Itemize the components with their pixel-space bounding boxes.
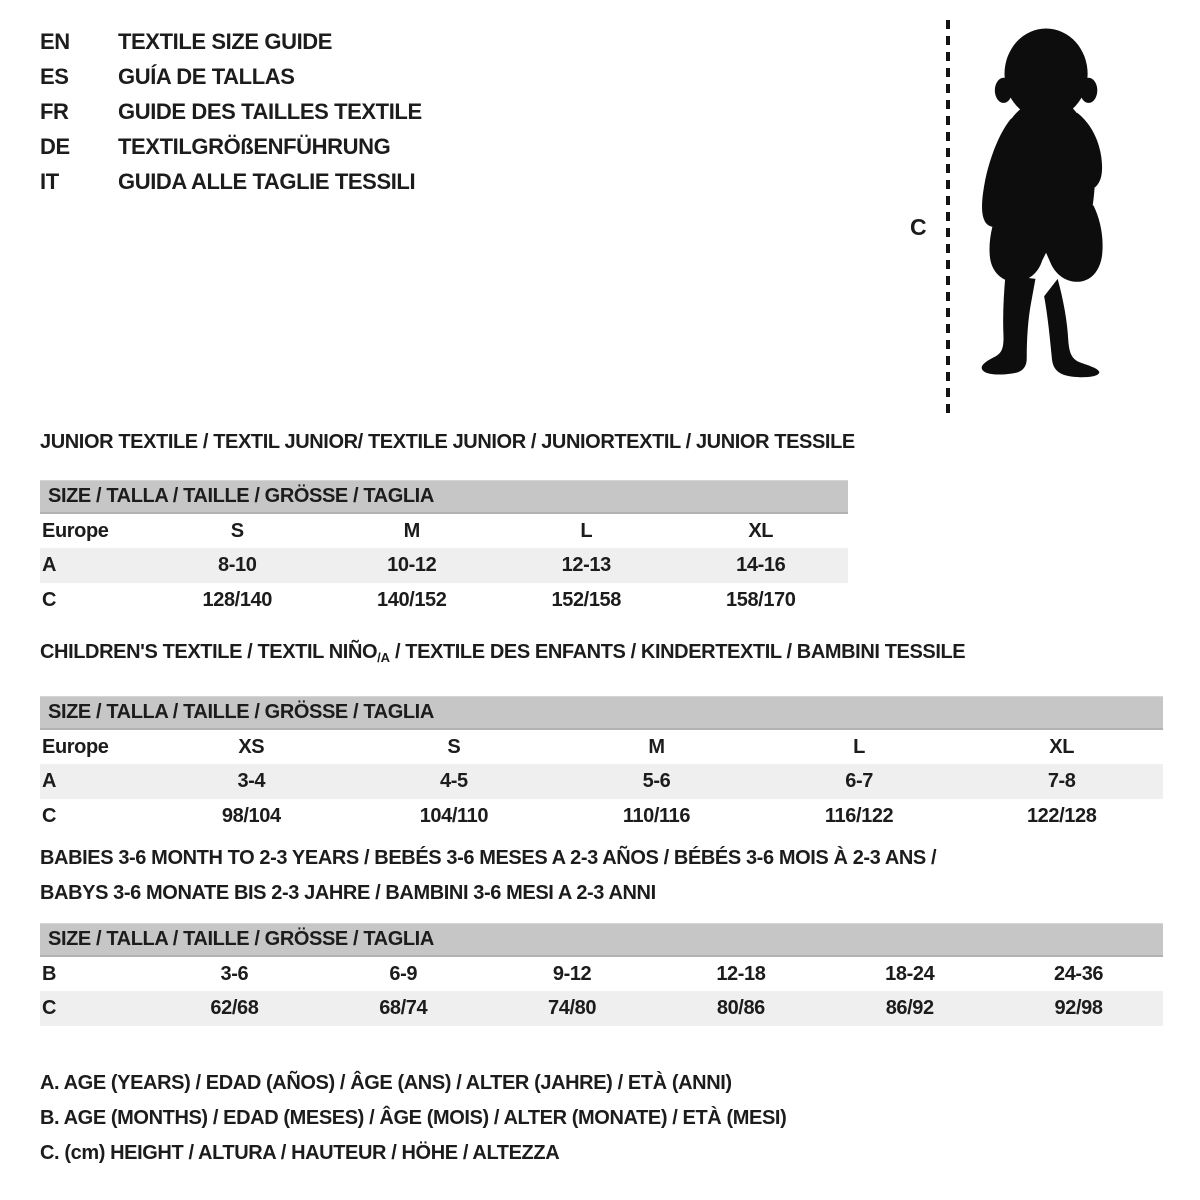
- table-cell: S: [230, 519, 244, 542]
- table-cell: 92/98: [1054, 997, 1103, 1019]
- table-cell: 110/116: [622, 805, 691, 827]
- table-cell: L: [580, 519, 593, 542]
- language-code: EN: [40, 29, 70, 54]
- size-table-header: SIZE / TALLA / TAILLE / GRÖSSE / TAGLIA: [40, 697, 1163, 730]
- table-cell: 18-24: [885, 962, 935, 985]
- children-section-heading: [40, 640, 1163, 670]
- babies-heading-line1: BABIES 3-6 MONTH TO 2-3 YEARS / BEBÉS 3-6 MESES A 2-3 AÑOS / BÉBÉS 3-6 MOIS À 2-3 ANS /: [40, 847, 937, 869]
- language-code: ES: [40, 64, 69, 89]
- junior-section-heading: JUNIOR TEXTILE / TEXTIL JUNIOR/ TEXTILE JUNIOR / JUNIORTEXTIL / JUNIOR TESSILE: [40, 431, 855, 453]
- table-cell: XS: [238, 735, 265, 758]
- table-cell: M: [403, 519, 420, 542]
- table-cell: 128/140: [202, 589, 272, 611]
- table-cell: 116/122: [824, 805, 894, 827]
- children-heading-text: / TEXTILE DES ENFANTS / KINDERTEXTIL / BAMBINI TESSILE: [389, 641, 966, 663]
- children-heading-sub: /A: [377, 650, 390, 665]
- junior-section: [40, 430, 855, 618]
- table-cell: 14-16: [736, 554, 786, 576]
- table-cell: 6-7: [845, 770, 873, 792]
- table-cell: 122/128: [1026, 805, 1097, 827]
- table-row: [40, 729, 1163, 764]
- table-cell: 7-8: [1047, 770, 1076, 792]
- table-cell: 74/80: [548, 997, 597, 1019]
- table-cell: 98/104: [221, 805, 281, 827]
- title-language-list: [40, 24, 422, 199]
- table-cell: 3-4: [237, 770, 266, 792]
- size-table-header-row: [40, 924, 1163, 957]
- title-row-it: [40, 164, 422, 199]
- table-cell: 62/68: [210, 997, 259, 1019]
- table-cell: 12-18: [716, 962, 766, 985]
- table-cell: 5-6: [642, 770, 671, 792]
- row-label: A: [42, 554, 57, 576]
- table-row: [40, 991, 1163, 1026]
- table-cell: 104/110: [419, 805, 489, 827]
- page-title-es: GUÍA DE TALLAS: [118, 64, 295, 89]
- size-table-header-row: [40, 481, 848, 514]
- legend-line-c: C. (cm) HEIGHT / ALTURA / HAUTEUR / HÖHE / ALTEZZA: [40, 1142, 560, 1164]
- table-row: [40, 799, 1163, 834]
- legend-line-a: A. AGE (YEARS) / EDAD (AÑOS) / ÂGE (ANS) / ALTER (JAHRE) / ETÀ (ANNI): [40, 1072, 732, 1094]
- children-section: [40, 640, 1163, 834]
- height-measure-dashed-line: [946, 20, 950, 418]
- table-row: [40, 548, 848, 583]
- children-heading-text: CHILDREN'S TEXTILE / TEXTIL NIÑO: [40, 641, 378, 663]
- children-size-table: [40, 696, 1163, 834]
- row-label: C: [42, 997, 57, 1019]
- junior-size-table: [40, 480, 848, 618]
- table-row: [40, 956, 1163, 991]
- measure-label-c: C: [910, 214, 927, 240]
- table-row: [40, 513, 848, 548]
- row-label: C: [42, 589, 57, 611]
- table-cell: L: [853, 735, 865, 758]
- table-cell: 158/170: [726, 589, 796, 611]
- language-code: IT: [40, 169, 59, 194]
- table-cell: 6-9: [389, 962, 418, 985]
- size-table-header: SIZE / TALLA / TAILLE / GRÖSSE / TAGLIA: [40, 924, 1163, 957]
- size-table-header-row: [40, 697, 1163, 730]
- legend-line-b: B. AGE (MONTHS) / EDAD (MESES) / ÂGE (MOIS) / ALTER (MONATE) / ETÀ (MESI): [40, 1107, 787, 1129]
- title-row-de: [40, 129, 422, 164]
- table-cell: 9-12: [552, 962, 592, 985]
- table-cell: 10-12: [387, 554, 437, 576]
- measurement-legend: [40, 1066, 786, 1171]
- table-cell: XL: [1049, 735, 1075, 758]
- table-cell: 8-10: [218, 554, 257, 576]
- row-label: Europe: [42, 519, 109, 542]
- size-table-header: SIZE / TALLA / TAILLE / GRÖSSE / TAGLIA: [40, 481, 848, 514]
- page-title-fr: GUIDE DES TAILLES TEXTILE: [118, 99, 422, 124]
- table-cell: 4-5: [440, 770, 468, 792]
- table-cell: 24-36: [1053, 962, 1104, 985]
- title-row-fr: [40, 94, 422, 129]
- babies-section: [40, 841, 1163, 1026]
- language-code: DE: [40, 134, 70, 159]
- table-cell: 86/92: [885, 997, 934, 1019]
- table-cell: M: [648, 735, 665, 758]
- row-label: Europe: [42, 735, 109, 758]
- page-title-it: GUIDA ALLE TAGLIE TESSILI: [118, 169, 416, 194]
- table-cell: 3-6: [220, 962, 249, 985]
- babies-size-table: [40, 923, 1163, 1026]
- table-cell: 80/86: [716, 997, 765, 1019]
- table-row: [40, 583, 848, 618]
- row-label: B: [42, 962, 57, 985]
- table-cell: 68/74: [379, 997, 428, 1019]
- row-label: C: [42, 805, 57, 827]
- table-row: [40, 764, 1163, 799]
- language-code: FR: [40, 99, 69, 124]
- title-row-es: [40, 59, 422, 94]
- toddler-silhouette-icon: [958, 14, 1138, 420]
- page-title-de: TEXTILGRÖßENFÜHRUNG: [118, 134, 391, 159]
- table-cell: 140/152: [377, 589, 447, 611]
- babies-section-heading: [40, 841, 1163, 911]
- table-cell: 152/158: [551, 589, 621, 611]
- row-label: A: [42, 770, 57, 792]
- babies-heading-line2: BABYS 3-6 MONATE BIS 2-3 JAHRE / BAMBINI 3-6 MESI A 2-3 ANNI: [40, 882, 656, 904]
- page-title: TEXTILE SIZE GUIDE: [118, 29, 333, 54]
- title-row-en: [40, 24, 422, 59]
- table-cell: XL: [748, 519, 774, 542]
- table-cell: 12-13: [561, 554, 611, 576]
- table-cell: S: [447, 735, 461, 758]
